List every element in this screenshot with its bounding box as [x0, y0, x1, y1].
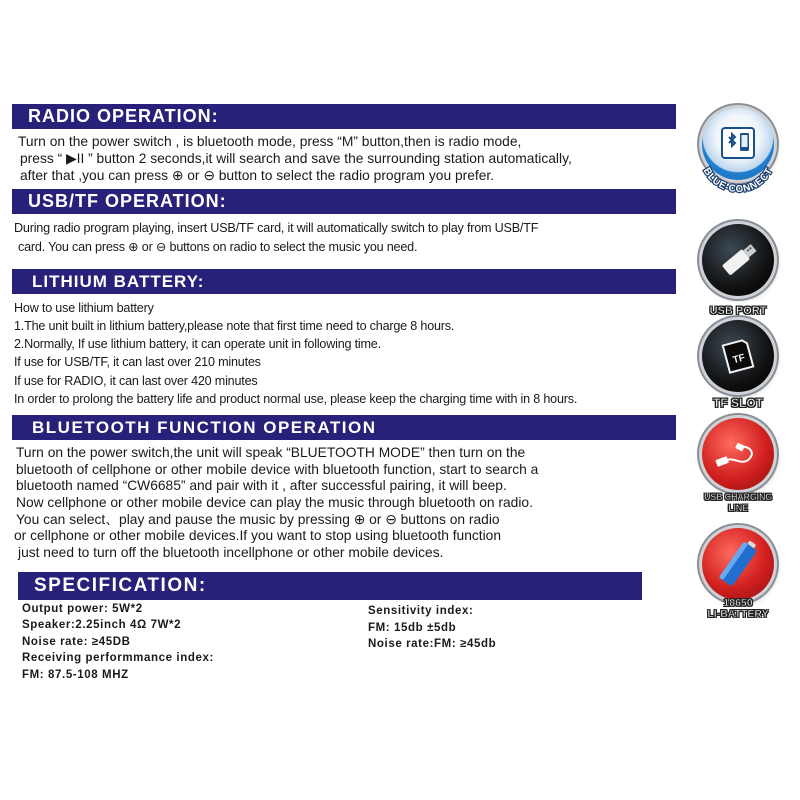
usb-line-1: During radio program playing, insert USB/TF card, it will automatically switch to play from USB/TF [14, 221, 539, 235]
bluetooth-line-2: bluetooth of cellphone or other mobile device with bluetooth function, start to search a [16, 462, 539, 477]
blue-connect-label: BLUE-CONNECT [700, 166, 776, 196]
usb-charging-label-line-2: LINE [728, 503, 748, 513]
battery-line-6: In order to prolong the battery life and product normal use, please keep the charging time with in 8 hours. [14, 392, 578, 406]
tf-card-icon [702, 320, 774, 392]
charging-cable-icon [702, 418, 774, 490]
spec-receiving-index: Receiving performmance index: [22, 652, 214, 664]
bluetooth-line-4: Now cellphone or other mobile device can play the music through bluetooth on radio. [16, 495, 533, 510]
radio-line-2: press “ ▶II ” button 2 seconds,it will search and save the surrounding station automatically, [20, 151, 572, 166]
spec-speaker: Speaker:2.25inch 4Ω 7W*2 [22, 619, 182, 631]
radio-section-title: RADIO OPERATION: [28, 106, 219, 126]
battery-line-1: How to use lithium battery [14, 301, 154, 315]
battery-line-5: If use for RADIO, it can last over 420 minutes [14, 374, 258, 388]
usb-port-badge [702, 224, 774, 317]
spec-fm-range: FM: 87.5-108 MHZ [22, 669, 129, 681]
usb-charging-label-line-1: USB CHARGING [703, 492, 773, 502]
battery-section-title: LITHIUM BATTERY: [32, 271, 205, 291]
radio-line-1: Turn on the power switch , is bluetooth mode, press “M” button,then is radio mode, [18, 134, 522, 149]
bluetooth-line-3: bluetooth named “CW6685” and pair with it , after successful pairing, it will beep. [16, 478, 507, 493]
blue-connect-badge [700, 108, 776, 196]
usb-charging-badge [702, 418, 774, 513]
bluetooth-line-7: just need to turn off the bluetooth incellphone or other mobile devices. [18, 545, 444, 560]
battery-line-4: If use for USB/TF, it can last over 210 minutes [14, 355, 261, 369]
blue-connect-label-arc [690, 102, 786, 198]
bluetooth-line-1: Turn on the power switch,the unit will speak “BLUETOOTH MODE” then turn on the [16, 445, 526, 460]
specification-section-title: SPECIFICATION: [34, 575, 207, 596]
battery-line-3: 2.Normally, If use lithium battery, it can operate unit in following time. [14, 337, 381, 351]
bluetooth-section-title: BLUETOOTH FUNCTION OPERATION [32, 417, 377, 437]
feature-icons-column [702, 108, 782, 688]
spec-noise-rate: Noise rate: ≥45DB [22, 636, 131, 648]
tf-slot-badge [702, 320, 774, 410]
battery-line-2: 1.The unit built in lithium battery,please note that first time need to charge 8 hours. [14, 319, 455, 333]
usb-stick-icon [702, 224, 774, 296]
svg-text:BLUE-CONNECT [701, 166, 775, 195]
bluetooth-line-6: or cellphone or other mobile devices.If you want to stop using bluetooth function [14, 528, 502, 543]
svg-text:TF: TF [731, 352, 747, 367]
usb-port-label: USB PORT [709, 305, 767, 317]
spec-fm-sensitivity: FM: 15db ±5db [368, 622, 457, 634]
li-battery-badge [702, 528, 774, 620]
usb-section-title: USB/TF OPERATION: [28, 191, 227, 211]
spec-output-power: Output power: 5W*2 [22, 603, 143, 615]
usb-section-header [12, 189, 676, 214]
battery-cell-icon [702, 528, 774, 600]
usb-line-2: card. You can press ⊕ or ⊖ buttons on radio to select the music you need. [18, 240, 418, 254]
spec-sensitivity: Sensitivity index: [368, 605, 474, 617]
li-battery-label-line-1: 18650 [723, 597, 753, 609]
tf-slot-label: TF SLOT [713, 396, 763, 410]
usb-charging-label [688, 492, 788, 514]
specification-section-header [18, 572, 642, 600]
li-battery-label-line-2: LI-BATTERY [707, 608, 769, 620]
radio-line-3: after that ,you can press ⊕ or ⊖ button to select the radio program you prefer. [20, 168, 495, 183]
li-battery-label [688, 598, 788, 620]
battery-section-header [12, 269, 676, 294]
bluetooth-section-header [12, 415, 676, 440]
bluetooth-line-5: You can select、play and pause the music by pressing ⊕ or ⊖ buttons on radio [16, 512, 500, 527]
spec-fm-noise-rate: Noise rate:FM: ≥45db [368, 638, 497, 650]
radio-section-header [12, 104, 676, 129]
